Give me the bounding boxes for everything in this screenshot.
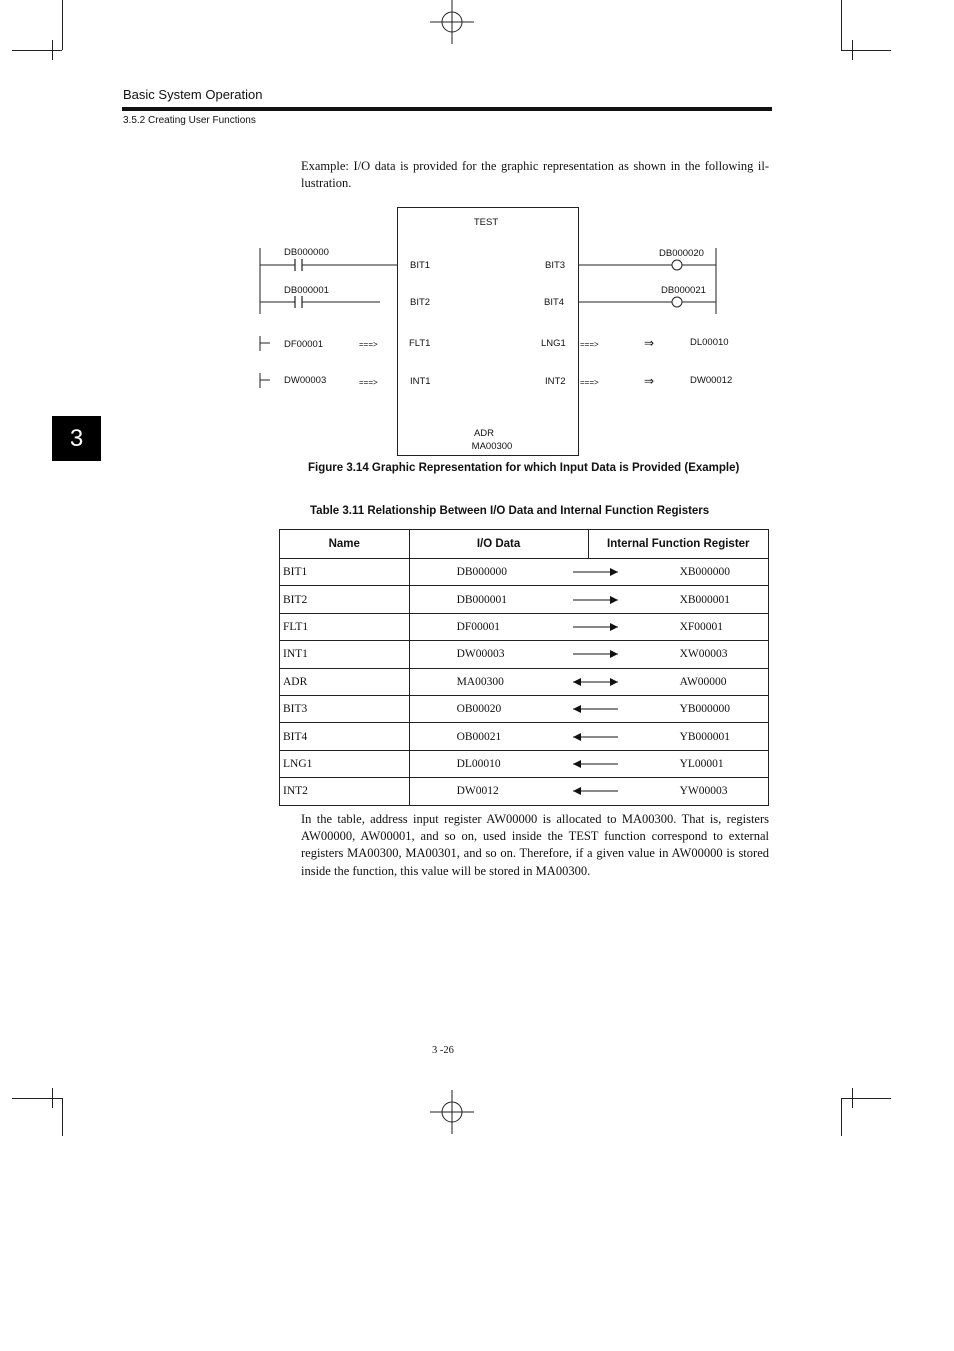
cell-io-data: OB00021 — [456, 730, 502, 743]
coil-label: DB000021 — [661, 285, 706, 296]
data-label: DL00010 — [690, 337, 729, 348]
column-header-group — [409, 530, 768, 559]
cell-name: BIT4 — [280, 723, 410, 750]
cell-name: BIT3 — [280, 695, 410, 722]
table-body — [280, 559, 769, 806]
cell-name: ADR — [280, 668, 410, 695]
crop-mark — [62, 1098, 63, 1136]
port-label: BIT4 — [544, 297, 565, 308]
table-row — [280, 559, 769, 586]
coil-symbol — [672, 260, 682, 270]
cell-internal-register: XB000000 — [679, 566, 731, 579]
cell-io-data: DB000000 — [456, 566, 508, 579]
table-caption: Table 3.11 Relationship Between I/O Data and Internal Function Registers — [310, 505, 710, 517]
page-header-section: 3.5.2 Creating User Functions — [123, 115, 256, 126]
cell-mapping — [409, 641, 768, 668]
table-row — [280, 641, 769, 668]
arrow-right-icon — [572, 649, 620, 659]
arrow-right-icon — [572, 622, 620, 632]
cell-io-data: OB00020 — [456, 703, 502, 716]
intro-paragraph: Example: I/O data is provided for the graphic representation as shown in the following il-lustration. — [301, 159, 769, 190]
arrow-left-icon — [572, 786, 620, 796]
data-label: DF00001 — [284, 339, 324, 350]
port-label: BIT1 — [410, 260, 431, 271]
port-label: FLT1 — [409, 338, 431, 349]
store-symbol: ⇒ — [644, 374, 655, 388]
adr-label: ADR — [473, 428, 495, 439]
arrow-right-icon — [572, 595, 620, 605]
cell-mapping — [409, 613, 768, 640]
arrow-left-icon — [572, 704, 620, 714]
cell-mapping — [409, 559, 768, 586]
cell-name: INT1 — [280, 641, 410, 668]
adr-value: MA00300 — [471, 441, 513, 452]
data-label: DW00003 — [284, 375, 327, 386]
port-label: BIT3 — [545, 260, 566, 271]
cell-internal-register: YW00003 — [679, 785, 728, 798]
data-arrow: ===> — [359, 378, 378, 387]
store-symbol: ⇒ — [644, 336, 655, 350]
arrow-right-icon — [572, 567, 620, 577]
cell-internal-register: AW00000 — [679, 675, 727, 688]
cell-io-data: DB000001 — [456, 593, 508, 606]
cell-mapping — [409, 778, 768, 805]
cell-mapping — [409, 750, 768, 777]
arrow-left-icon — [572, 759, 620, 769]
cell-name: INT2 — [280, 778, 410, 805]
port-label: LNG1 — [541, 338, 566, 349]
data-arrow: ===> — [359, 340, 378, 349]
table-row — [280, 668, 769, 695]
cell-internal-register: YB000000 — [679, 703, 731, 716]
table-row — [280, 778, 769, 805]
cell-internal-register: YL00001 — [679, 757, 724, 770]
cell-name: LNG1 — [280, 750, 410, 777]
data-arrow: ===> — [580, 340, 599, 349]
chapter-tab: 3 — [52, 416, 101, 461]
coil-symbol — [672, 297, 682, 307]
table-row — [280, 750, 769, 777]
port-label: BIT2 — [410, 297, 431, 308]
table-row — [280, 586, 769, 613]
table-row — [280, 613, 769, 640]
table-row — [280, 723, 769, 750]
crop-mark — [852, 1088, 853, 1108]
cell-name: BIT2 — [280, 586, 410, 613]
cell-mapping — [409, 586, 768, 613]
column-header: Name — [280, 530, 410, 559]
crop-mark — [841, 1098, 842, 1136]
arrow-left-icon — [572, 732, 620, 742]
cell-name: FLT1 — [280, 613, 410, 640]
coil-label: DB000020 — [659, 248, 704, 259]
bidirectional-arrow-icon — [572, 677, 620, 687]
crop-mark — [12, 1098, 62, 1099]
cell-internal-register: XF00001 — [679, 620, 724, 633]
cell-io-data: DL00010 — [456, 757, 501, 770]
function-block — [398, 208, 579, 456]
figure-caption: Figure 3.14 Graphic Representation for which Input Data is Provided (Example) — [308, 462, 740, 474]
io-register-table — [279, 529, 769, 806]
block-name: TEST — [473, 217, 499, 228]
table-row — [280, 695, 769, 722]
page-header-title: Basic System Operation — [123, 87, 263, 102]
port-label: INT1 — [410, 376, 431, 387]
page-number: 3 -26 — [432, 1045, 454, 1056]
cell-io-data: DW00003 — [456, 648, 505, 661]
column-header: I/O Data — [410, 530, 589, 558]
body-paragraph: In the table, address input register AW00000 is allocated to MA00300. That is, registers AW00000, AW00001, and so on, used inside the TEST function correspond to external registers MA00300, MA00301, and so on. Therefore, if a given value in AW00000 is stored inside the function, this value will be stored in MA00300. — [301, 812, 769, 878]
column-header: Internal Function Register — [607, 538, 750, 550]
port-label: INT2 — [545, 376, 566, 387]
data-arrow: ===> — [580, 378, 599, 387]
cell-mapping — [409, 723, 768, 750]
cell-io-data: MA00300 — [456, 675, 504, 688]
cell-internal-register: XW00003 — [679, 648, 728, 661]
crop-mark — [52, 1088, 53, 1108]
cell-mapping — [409, 668, 768, 695]
data-label: DW00012 — [690, 375, 733, 386]
cell-mapping — [409, 695, 768, 722]
contact-label: DB000001 — [284, 285, 329, 296]
table-header-row — [280, 530, 769, 559]
crop-mark — [841, 1098, 891, 1099]
cell-internal-register: XB000001 — [679, 593, 731, 606]
registration-target-bottom — [430, 1090, 474, 1134]
cell-io-data: DW0012 — [456, 785, 499, 798]
ladder-diagram — [0, 0, 954, 470]
cell-internal-register: YB000001 — [679, 730, 731, 743]
cell-name: BIT1 — [280, 559, 410, 586]
contact-label: DB000000 — [284, 247, 329, 258]
cell-io-data: DF00001 — [456, 620, 501, 633]
